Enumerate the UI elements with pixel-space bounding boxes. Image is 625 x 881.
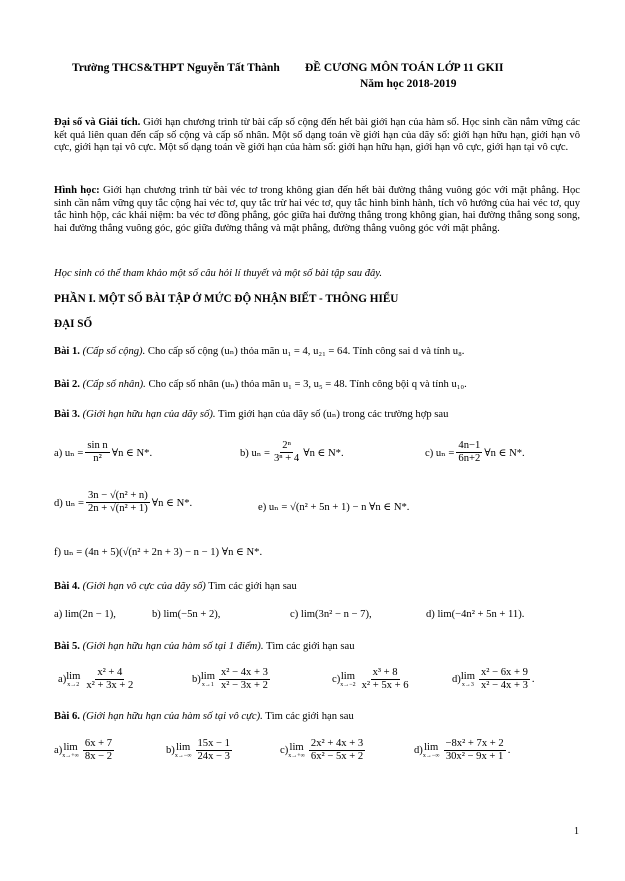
exercise-6 (54, 711, 594, 722)
lim-word: lim (424, 742, 439, 753)
lim-subscript: x→3 (461, 682, 474, 688)
numerator: 3n − √(n² + n) (87, 490, 148, 501)
item-prefix: a) (54, 745, 63, 756)
item-prefix: b) (166, 745, 175, 756)
fraction (479, 667, 530, 692)
lim-word: lim (289, 742, 304, 753)
fraction (86, 490, 150, 515)
denominator: 24x − 3 (197, 751, 230, 762)
denominator: n² (93, 453, 102, 464)
limit-operator (423, 742, 440, 759)
lim-word: lim (176, 742, 191, 753)
denominator: 30x² − 9x + 1 (445, 751, 504, 762)
section-heading-algebra: ĐẠI SỐ (54, 318, 93, 330)
lim-subscript: x→1 (201, 682, 214, 688)
numerator: 2ⁿ (282, 440, 291, 451)
ex4-item-b: b) lim(−5n + 2), (152, 609, 221, 620)
fraction (196, 738, 232, 763)
fraction (309, 738, 365, 763)
ex3-item-c (425, 440, 525, 465)
exercise-topic: (Cấp số cộng). (82, 346, 146, 357)
lim-word: lim (200, 671, 215, 682)
item-prefix: a) (58, 674, 67, 685)
exercise-label: Bài 4. (54, 581, 80, 592)
numerator: 2x² + 4x + 3 (310, 738, 364, 749)
lim-subscript: x→2 (67, 682, 80, 688)
document-title: ĐỀ CƯƠNG MÔN TOÁN LỚP 11 GKII (305, 62, 504, 74)
item-prefix: c) (280, 745, 289, 756)
school-name: Trường THCS&THPT Nguyễn Tất Thành (72, 62, 280, 74)
lim-subscript: x→+∞ (288, 753, 305, 759)
exercise-text: Tìm các giới hạn sau (205, 581, 297, 592)
page-number: 1 (574, 826, 579, 837)
exercise-2 (54, 378, 594, 390)
ex6-item-b (166, 738, 234, 763)
exercise-topic: (Cấp số nhân). (82, 379, 146, 390)
intro-note: Học sinh có thể tham khảo một số câu hỏi lí thuyết và một số bài tập sau đây. (54, 268, 383, 279)
numerator: 15x − 1 (197, 738, 230, 749)
fraction (456, 440, 482, 465)
exercise-1 (54, 345, 594, 357)
numerator: 6x + 7 (84, 738, 113, 749)
ex6-item-a (54, 738, 116, 763)
ex5-item-b (192, 667, 272, 692)
denominator: x² + 3x + 2 (86, 680, 134, 691)
numerator: x³ + 8 (372, 667, 398, 678)
exercise-topic: (Giới hạn hữu hạn của dãy số). (82, 409, 216, 420)
limit-operator (62, 742, 79, 759)
numerator: x² + 4 (97, 667, 123, 678)
ex3-item-b (240, 440, 344, 465)
item-prefix: a) uₙ = (54, 447, 84, 459)
ex3-item-f: f) uₙ = (4n + 5)(√(n² + 2n + 3) − n − 1) ∀n ∈ N*. (54, 547, 263, 558)
fraction (360, 667, 411, 692)
item-suffix: ∀n ∈ N*. (484, 447, 525, 459)
item-prefix: c) (332, 674, 341, 685)
part-heading: PHẦN I. MỘT SỐ BÀI TẬP Ở MỨC ĐỘ NHẬN BIẾT - THÔNG HIỂU (54, 293, 399, 305)
ex3-item-a (54, 440, 152, 465)
ex5-item-a (58, 667, 137, 692)
item-prefix: d) (414, 745, 423, 756)
item-suffix: ∀n ∈ N*. (151, 497, 193, 509)
geometry-label: Hình học: (54, 185, 100, 196)
denominator: 6n+2 (458, 453, 481, 464)
item-suffix: ∀n ∈ N*. (111, 447, 153, 459)
exercise-label: Bài 1. (54, 346, 80, 357)
limit-operator (175, 742, 192, 759)
intro-algebra (54, 117, 580, 155)
ex3-item-e: e) uₙ = √(n² + 5n + 1) − n ∀n ∈ N*. (258, 502, 410, 513)
fraction (272, 440, 301, 465)
denominator: x² + 5x + 6 (361, 680, 409, 691)
exercise-topic: (Giới hạn vô cực của dãy số) (82, 581, 206, 592)
lim-word: lim (460, 671, 475, 682)
fraction (85, 440, 109, 465)
exercise-4 (54, 581, 594, 592)
ex3-item-d (54, 490, 192, 515)
fraction (444, 738, 506, 763)
item-prefix: c) uₙ = (425, 447, 455, 459)
item-prefix: b) uₙ = (240, 447, 270, 459)
exercise-label: Bài 6. (54, 711, 80, 722)
ex4-item-a: a) lim(2n − 1), (54, 609, 116, 620)
lim-subscript: x→−∞ (422, 753, 440, 759)
numerator: x² − 4x + 3 (220, 667, 268, 678)
denominator: 8x − 2 (84, 751, 113, 762)
exercise-text: Cho cấp số cộng (uₙ) thỏa mãn u₁ = 4, u₂₁ = 64. Tính công sai d và tính u₈. (145, 346, 465, 357)
exercise-3 (54, 408, 594, 420)
limit-operator (340, 671, 355, 688)
limit-operator (461, 671, 475, 688)
ex4-item-d: d) lim(−4n² + 5n + 11). (426, 609, 525, 620)
exercise-topic: (Giới hạn hữu hạn của hàm số tại vô cực). (82, 711, 263, 722)
denominator: 2n + √(n² + 1) (87, 503, 148, 514)
item-suffix: . (531, 674, 535, 685)
numerator: −8x² + 7x + 2 (445, 738, 504, 749)
lim-word: lim (63, 742, 78, 753)
item-suffix: . (507, 745, 511, 756)
denominator: x² − 4x + 3 (480, 680, 528, 691)
limit-operator (66, 671, 80, 688)
exercise-text: Tìm giới hạn của dãy số (uₙ) trong các trường hợp sau (215, 409, 449, 420)
item-suffix: ∀n ∈ N*. (303, 447, 344, 459)
limit-operator (288, 742, 305, 759)
ex4-item-c: c) lim(3n² − n − 7), (290, 609, 372, 620)
denominator: 6x² − 5x + 2 (310, 751, 364, 762)
intro-geometry (54, 185, 580, 235)
lim-word: lim (340, 671, 355, 682)
limit-operator (201, 671, 215, 688)
fraction (83, 738, 114, 763)
exercise-text: Tìm các giới hạn sau (262, 711, 354, 722)
item-prefix: d) uₙ = (54, 497, 84, 509)
exercise-text: Tìm các giới hạn sau (263, 641, 355, 652)
exercise-text: Cho cấp số nhân (uₙ) thỏa mãn u₁ = 3, u₅ = 48. Tính công bội q và tính u₁₀. (145, 379, 467, 390)
numerator: 4n−1 (458, 440, 481, 451)
exercise-label: Bài 3. (54, 409, 80, 420)
exercise-label: Bài 2. (54, 379, 80, 390)
lim-word: lim (66, 671, 81, 682)
ex6-item-c (280, 738, 367, 763)
algebra-label: Đại số và Giải tích. (54, 117, 141, 128)
lim-subscript: x→+∞ (62, 753, 79, 759)
fraction (84, 667, 135, 692)
lim-subscript: x→−∞ (174, 753, 192, 759)
fraction (219, 667, 270, 692)
denominator: x² − 3x + 2 (220, 680, 268, 691)
ex6-item-d (414, 738, 510, 763)
item-prefix: d) (452, 674, 461, 685)
numerator: x² − 6x + 9 (480, 667, 528, 678)
ex5-item-c (332, 667, 413, 692)
school-year: Năm học 2018-2019 (360, 78, 457, 90)
exercise-label: Bài 5. (54, 641, 80, 652)
algebra-text: Giới hạn chương trình từ bài cấp số cộng đến hết bài giới hạn của hàm số. Học sinh cần nắm vững các kết quả liên quan đến cấp số cộng và cấp số nhân. Một số dạng toán về giới hạn của dãy số: giới hạn hữu hạn, giới hạn vô cực, giới hạn tại vô cực. Một số dạng toán về giới hạn của hàm số: giới hạn hữu hạn, giới hạn vô cực, giới hạn tại vô cực. (54, 117, 580, 154)
denominator: 3ⁿ + 4 (273, 453, 300, 464)
exercise-5 (54, 641, 594, 652)
lim-subscript: x→−2 (340, 682, 356, 688)
exercise-topic: (Giới hạn hữu hạn của hàm số tại 1 điểm). (82, 641, 264, 652)
numerator: sin n (87, 440, 108, 451)
item-prefix: b) (192, 674, 201, 685)
geometry-text: Giới hạn chương trình từ bài véc tơ trong không gian đến hết bài đường thẳng vuông góc với mặt phẳng. Học sinh cần nắm vững quy tắc cộng hai véc tơ, quy tắc trừ hai véc tơ, quy tắc hình bình hành, tích vô hướng của hai véc tơ, quy tắc hình hộp, các khái niệm: ba véc tơ đồng phẳng, góc giữa hai đường thẳng trong không gian, hai đường thẳng song song, hai đường thẳng vuông góc, góc giữa đường thẳng và mặt phẳng, đường thẳng vuông góc với mặt phẳng. (54, 185, 581, 234)
ex5-item-d (452, 667, 535, 692)
